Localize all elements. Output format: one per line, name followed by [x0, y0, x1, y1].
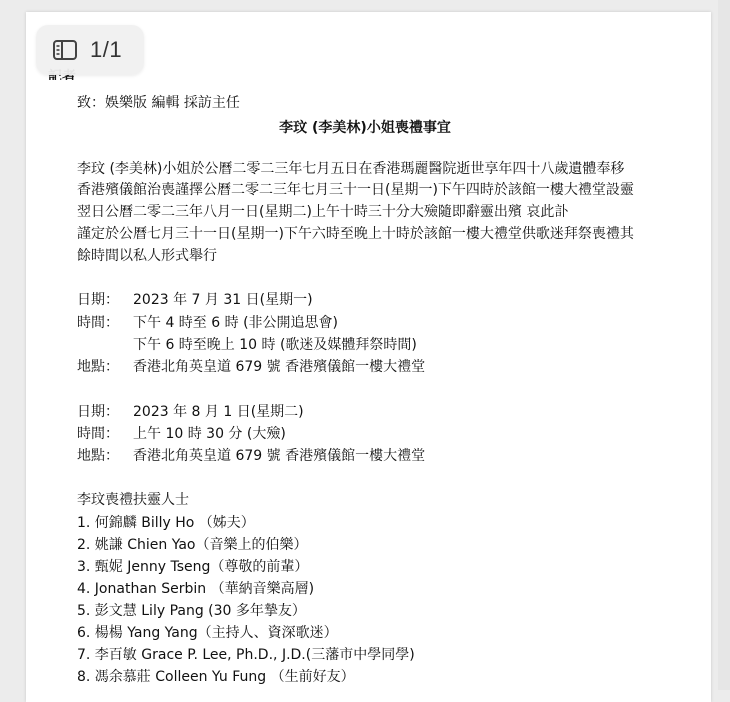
- schedule2-time: [77, 423, 286, 443]
- date-label: 日期：: [77, 404, 119, 420]
- page-count: 1/1: [90, 37, 123, 62]
- schedule2-date: [77, 401, 304, 421]
- viewer-edge: [718, 0, 730, 690]
- document-title: 李玟 (李美林)小姐喪禮事宜: [279, 120, 451, 136]
- list-item: 2. 姚謙 Chien Yao（音樂上的伯樂）: [77, 537, 308, 553]
- date-value: 2023 年 8 月 1 日(星期二): [133, 404, 304, 420]
- schedule1-time: [77, 312, 338, 332]
- place-value: 香港北角英皇道 679 號 香港殯儀館一樓大禮堂: [133, 359, 426, 375]
- date-label: 日期：: [77, 292, 119, 308]
- paragraph-line-3: 翌日公曆二零二三年八月一日(星期二)上午十時三十分大殮隨即辭靈出殯 哀此訃: [77, 204, 569, 220]
- time-label: 時間：: [77, 315, 119, 331]
- schedule2-place: [77, 445, 425, 465]
- list-item: 5. 彭文慧 Lily Pang (30 多年摯友）: [77, 603, 306, 619]
- schedule1-time-2: 下午 6 時至晚上 10 時 (歌迷及媒體拜祭時間): [133, 337, 417, 353]
- time-value: 下午 4 時至 6 時 (非公開追思會): [133, 315, 338, 331]
- to-line: 致：娛樂版 編輯 採訪主任: [77, 95, 240, 111]
- list-item: 1. 何錦麟 Billy Ho （姊夫）: [77, 515, 255, 531]
- schedule1-date: [77, 289, 313, 309]
- schedule1-place: [77, 356, 425, 376]
- page-indicator[interactable]: [36, 25, 144, 75]
- place-label: 地點：: [77, 359, 119, 375]
- place-value: 香港北角英皇道 679 號 香港殯儀館一樓大禮堂: [133, 448, 426, 464]
- list-item: 6. 楊楊 Yang Yang（主持人、資深歌迷）: [77, 625, 338, 641]
- pallbearers-heading: 李玟喪禮扶靈人士: [77, 492, 189, 508]
- paragraph-line-2: 香港殯儀館治喪謹擇公曆二零二三年七月三十一日(星期一)下午四時於該館一樓大禮堂設靈: [77, 182, 634, 198]
- paragraph-line-1: 李玟 (李美林)小姐於公曆二零二三年七月五日在香港瑪麗醫院逝世享年四十八歲遺體奉移: [77, 161, 625, 177]
- list-item: 3. 甄妮 Jenny Tseng（尊敬的前輩）: [77, 559, 309, 575]
- paragraph-line-5: 餘時間以私人形式舉行: [77, 248, 217, 264]
- sidebar-toggle-icon[interactable]: [52, 37, 78, 63]
- list-item: 7. 李百敏 Grace P. Lee, Ph.D., J.D.(三藩市中學同學): [77, 647, 415, 663]
- time-label: 時間：: [77, 426, 119, 442]
- list-item: 8. 馮余慕莊 Colleen Yu Fung （生前好友）: [77, 669, 355, 685]
- list-item: 4. Jonathan Serbin （華納音樂高層): [77, 581, 315, 597]
- date-value: 2023 年 7 月 31 日(星期一): [133, 292, 313, 308]
- time-value: 上午 10 時 30 分 (大殮): [133, 426, 286, 442]
- paragraph-line-4: 謹定於公曆七月三十一日(星期一)下午六時至晚上十時於該館一樓大禮堂供歌迷拜祭喪禮其: [77, 226, 634, 242]
- place-label: 地點：: [77, 448, 119, 464]
